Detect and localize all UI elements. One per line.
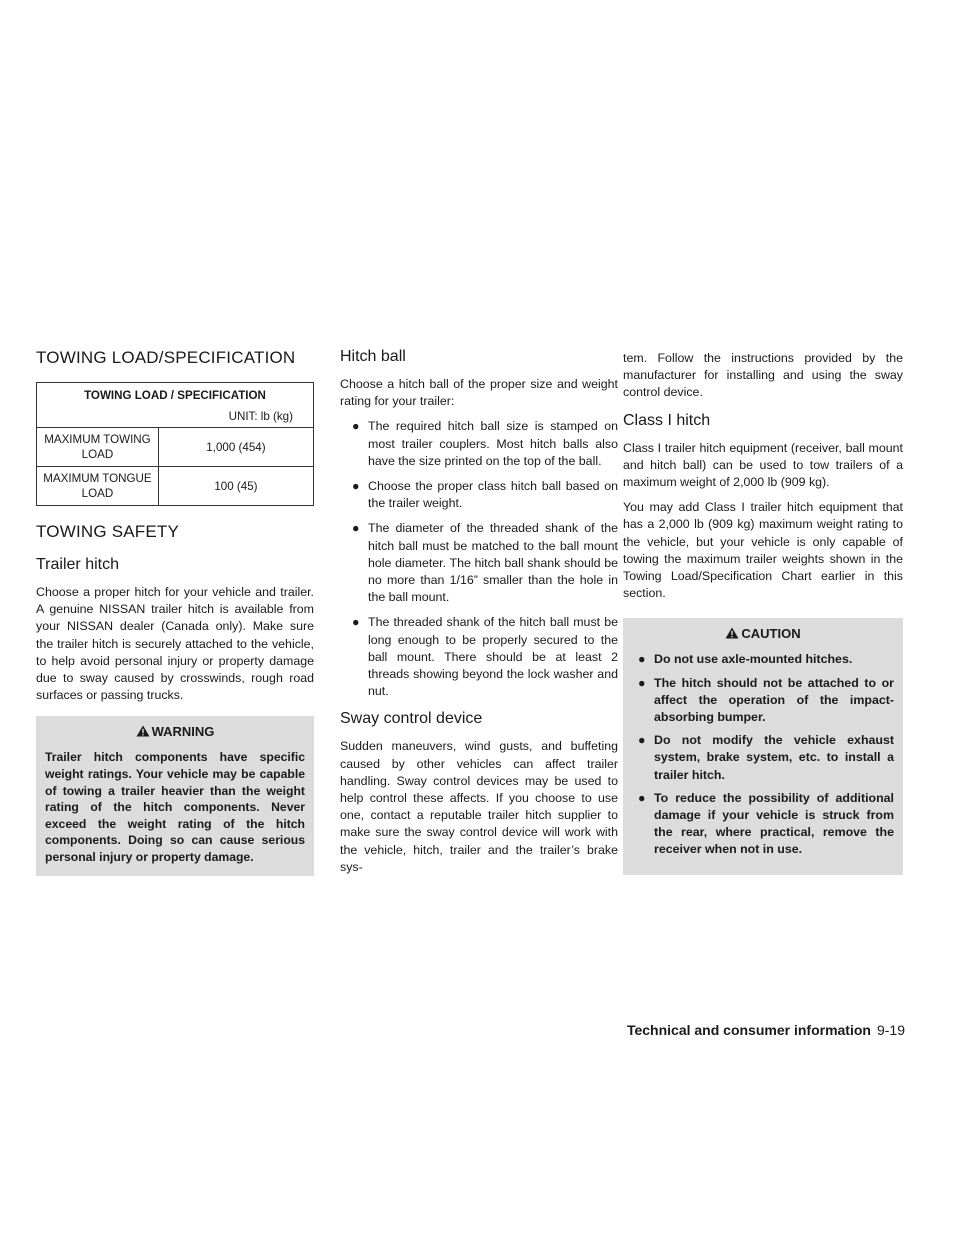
list-item: ● The diameter of the threaded shank of the hitch ball must be matched to the ball mount hole diameter. The hitch ball shank should be no more than 1/16” smaller than the hole in the ball mount. <box>352 521 618 605</box>
bullet-icon: ● <box>352 479 360 494</box>
caution-list <box>632 651 894 858</box>
class-i-paragraph-1: Class I trailer hitch equipment (receiver, ball mount and hitch ball) can be used to tow trailers of a maximum weight of 2,000 lb (909 kg). <box>623 440 903 490</box>
heading-sway-control-device: Sway control device <box>340 710 483 728</box>
caution-title: CAUTION <box>741 626 801 642</box>
hitch-ball-intro: Choose a hitch ball of the proper size and weight rating for your trailer: <box>340 377 618 409</box>
bullet-icon: ● <box>638 790 646 805</box>
column-left <box>36 348 314 876</box>
list-item: ● The required hitch ball size is stamped on most trailer couplers. Most hitch balls also have the size printed on the top of the ball. <box>352 419 618 468</box>
row-label-max-tongue: MAXIMUM TONGUE LOAD <box>37 467 159 506</box>
trailer-hitch-paragraph: Choose a proper hitch for your vehicle and trailer. A genuine NISSAN trailer hitch is available from your NISSAN dealer (Canada only). Make sure the trailer hitch is securely attached to the vehicle, to help avoid personal injury or property damage due to sway caused by crosswinds, rough road surfaces or passing trucks. <box>36 585 314 703</box>
heading-class-i-hitch: Class I hitch <box>623 411 711 429</box>
warning-box <box>36 716 314 875</box>
column-right <box>623 348 903 875</box>
list-item: ● To reduce the possibility of additional damage if your vehicle is struck from the rear, where practical, remove the receiver when not in use. <box>638 790 894 857</box>
table-unit: UNIT: lb (kg) <box>37 406 314 428</box>
row-value-max-tongue: 100 (45) <box>158 467 313 506</box>
table-row <box>37 428 314 467</box>
column-middle <box>340 348 618 884</box>
hitch-ball-list <box>340 418 618 700</box>
class-i-paragraph-2: You may add Class I trailer hitch equipment that has a 2,000 lb (909 kg) maximum weight rating to the vehicle, but your vehicle is only capable of towing the maximum trailer weights shown in the Towing Load/Specification Chart earlier in this section. <box>623 500 903 601</box>
sway-control-continued: tem. Follow the instructions provided by the manufacturer for installing and using the sway control device. <box>623 351 903 400</box>
bullet-icon: ● <box>352 521 360 536</box>
heading-hitch-ball: Hitch ball <box>340 348 406 365</box>
page-number: 9-19 <box>876 1022 905 1038</box>
warning-text: Trailer hitch components have specific weight ratings. Your vehicle may be capable of towing a trailer heavier than the weight rating of the hitch components. Never exceed the weight rating of the hitch components. Doing so can cause serious personal injury or property damage. <box>45 750 305 864</box>
caution-box <box>623 618 903 874</box>
sway-control-paragraph: Sudden maneuvers, wind gusts, and buffeting caused by other vehicles can affect trailer handling. Sway control devices may be used to help control these affects. If you choose to use one, contact a reputable trailer hitch supplier to make sure the sway control device will work with the vehicle, hitch, trailer and the trailer’s brake sys- <box>340 739 618 874</box>
list-item: ● The hitch should not be attached to or affect the operation of the impact-absorbing bumper. <box>638 675 894 725</box>
bullet-icon: ● <box>638 652 646 667</box>
warning-title: WARNING <box>151 724 215 740</box>
bullet-icon: ● <box>352 615 360 630</box>
list-item: ● Do not modify the vehicle exhaust system, brake system, etc. to install a trailer hitch. <box>638 733 894 782</box>
page-footer <box>595 1022 905 1038</box>
footer-section-title: Technical and consumer information <box>626 1022 871 1038</box>
bullet-icon: ● <box>638 675 646 690</box>
row-value-max-towing: 1,000 (454) <box>158 428 313 467</box>
list-item: ● Do not use axle-mounted hitches. <box>632 651 894 668</box>
bullet-icon: ● <box>638 733 646 748</box>
towing-spec-table <box>36 382 314 506</box>
warning-triangle-icon <box>136 725 150 737</box>
list-item: ● The threaded shank of the hitch ball must be long enough to be properly secured to the ball mount. There should be at least 2 threads showing beyond the lock washer and nut. <box>352 615 618 699</box>
list-item: ● Choose the proper class hitch ball based on the trailer weight. <box>352 479 618 511</box>
caution-triangle-icon <box>725 627 739 639</box>
row-label-max-towing: MAXIMUM TOWING LOAD <box>37 428 159 467</box>
heading-towing-safety: TOWING SAFETY <box>36 522 180 541</box>
table-row <box>37 467 314 506</box>
heading-towing-load-specification: TOWING LOAD/SPECIFICATION <box>36 348 296 367</box>
heading-trailer-hitch: Trailer hitch <box>36 556 119 573</box>
bullet-icon: ● <box>352 419 360 434</box>
table-title: TOWING LOAD / SPECIFICATION <box>37 383 314 407</box>
